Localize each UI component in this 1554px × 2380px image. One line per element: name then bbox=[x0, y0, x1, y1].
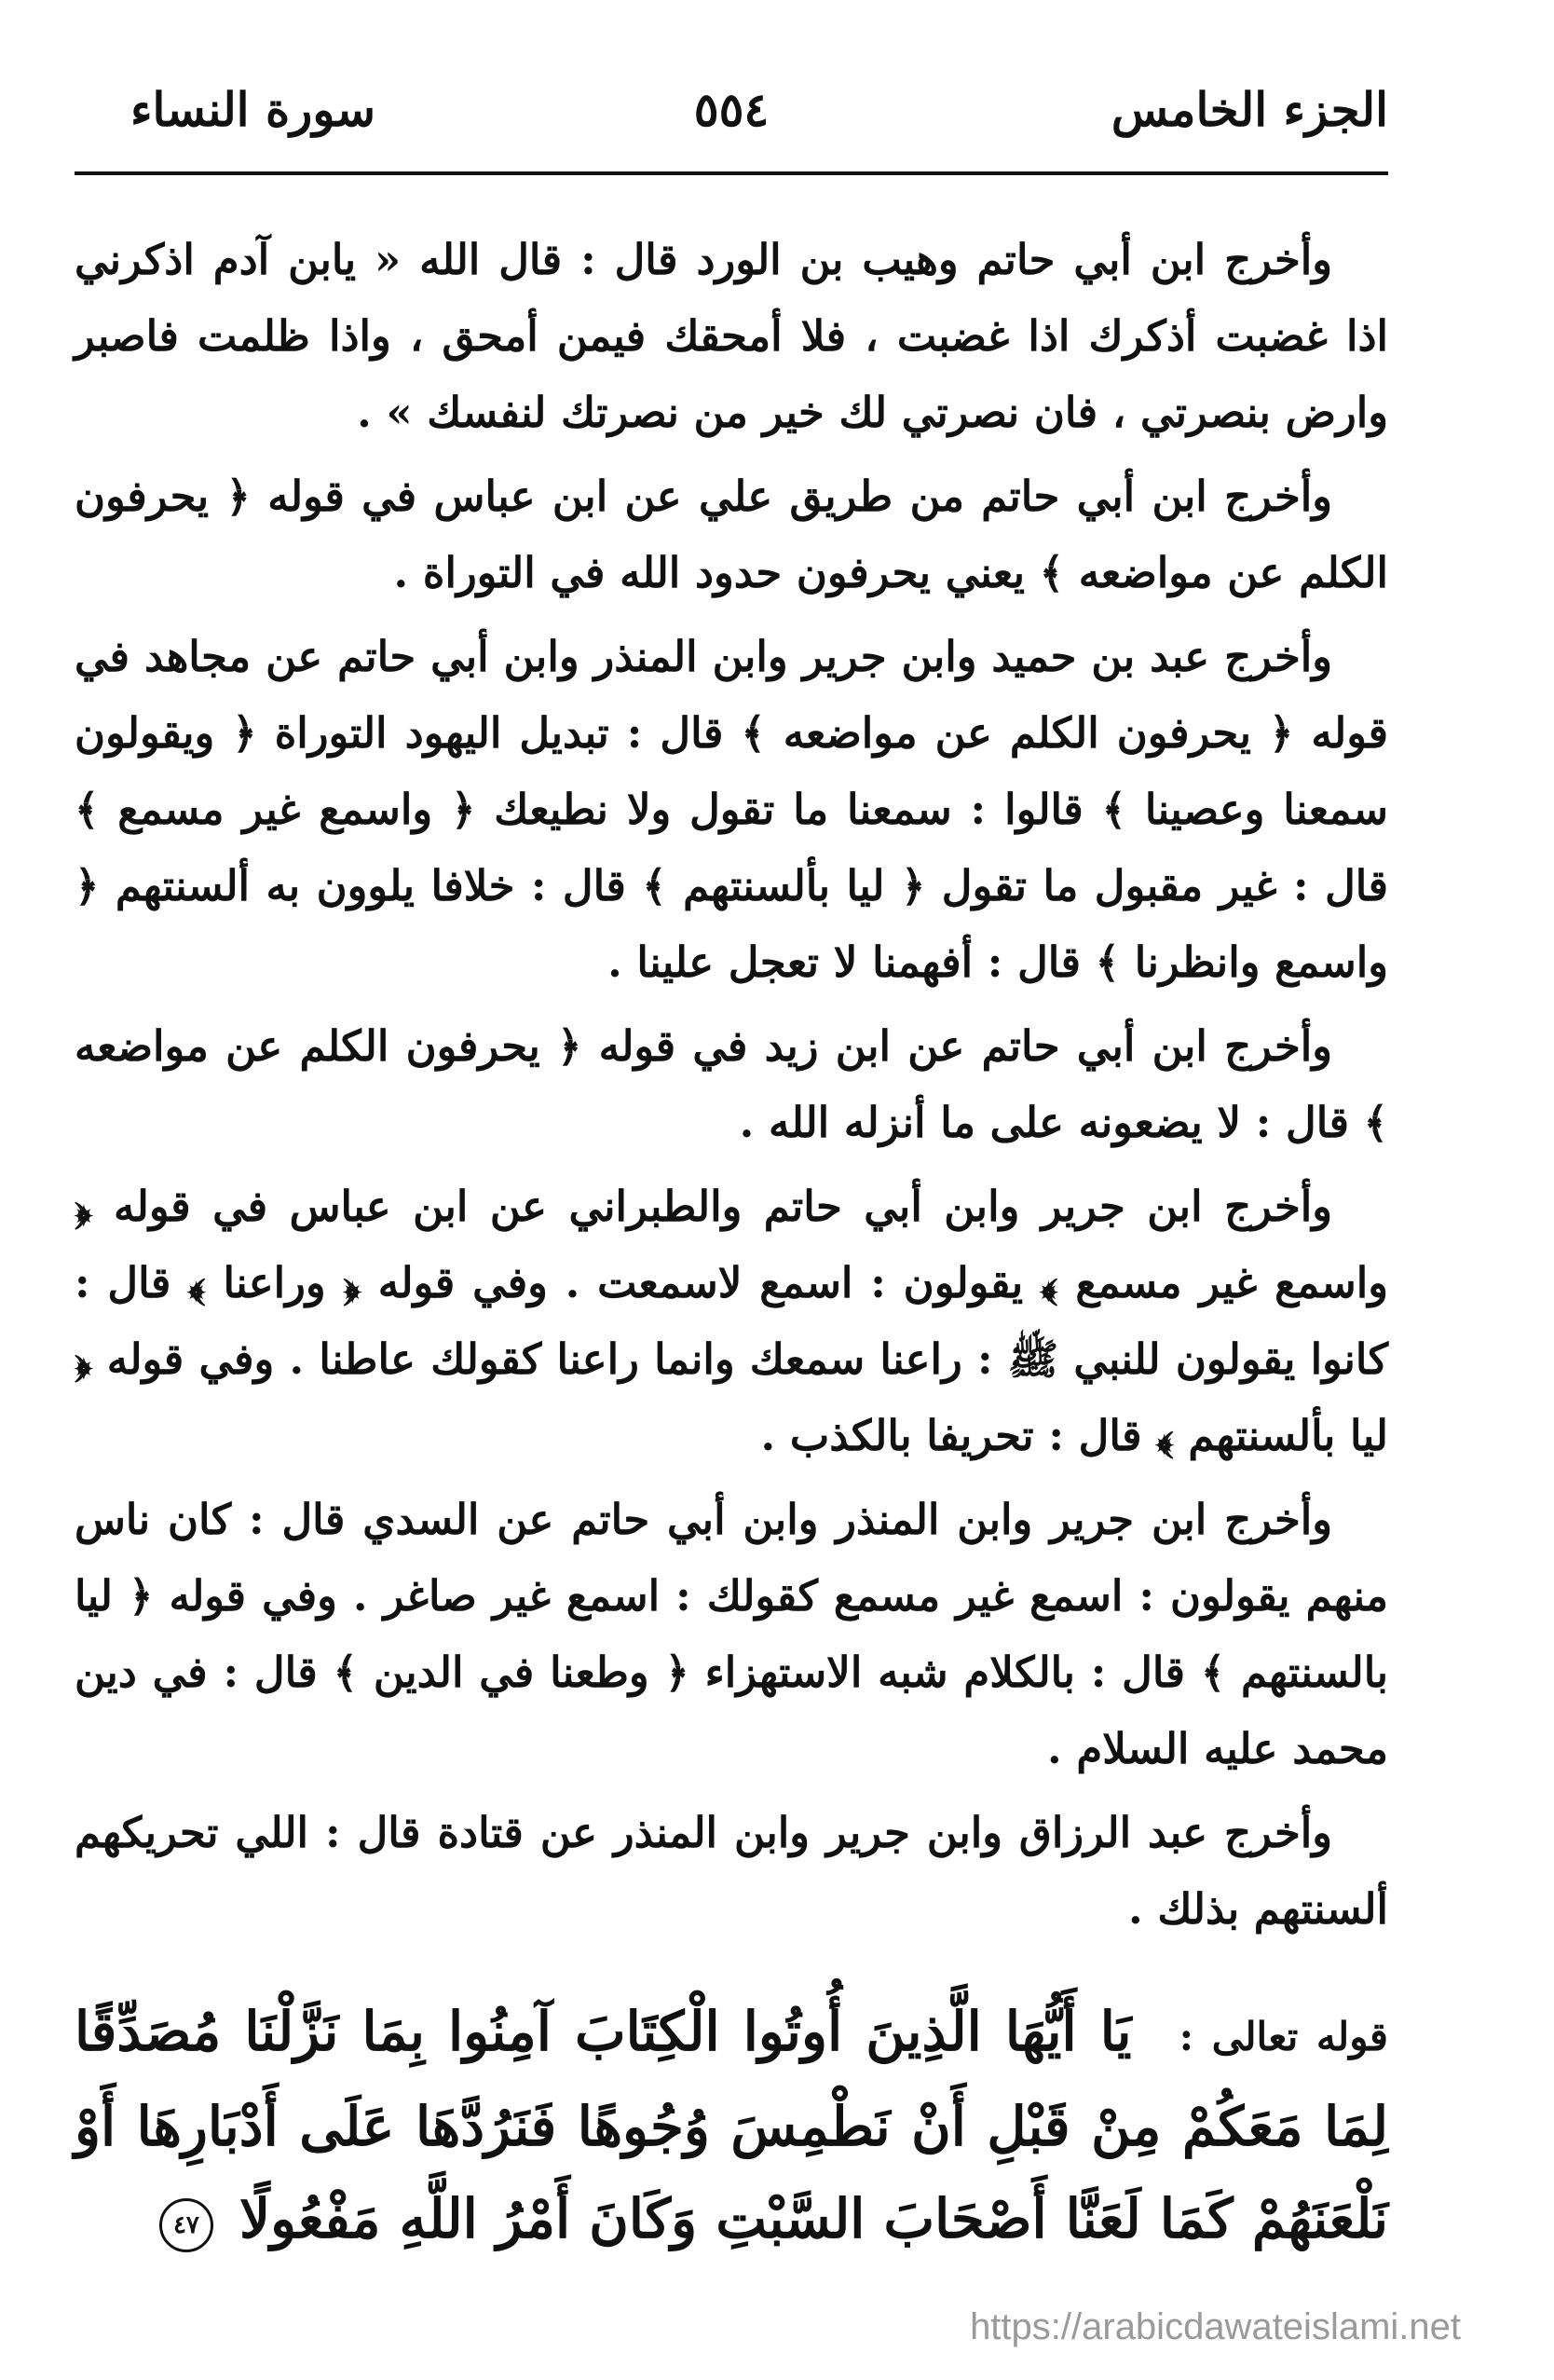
paragraph-1: وأخرج ابن أبي حاتم وهيب بن الورد قال : قال الله « يابن آدم اذكرني اذا غضبت أذكرك اذا غضبت ، فلا أمحقك فيمن أمحق ، واذا ظلمت فاصبر وارض بنصرتي ، فان نصرتي لك خير من نصرتك لنفسك » . bbox=[75, 235, 1388, 437]
page-number: ٥٥٤ bbox=[693, 82, 770, 137]
ayah-number-marker: ٤٧ bbox=[159, 2198, 213, 2252]
part-title: الجزء الخامس bbox=[1111, 82, 1388, 137]
paragraph-7: وأخرج عبد الرزاق وابن جرير وابن المنذر عن قتادة قال : اللي تحريكهم ألسنتهم بذلك . bbox=[75, 1808, 1388, 1934]
verse-text: يَا أَيُّهَا الَّذِينَ أُوتُوا الْكِتَابَ آمِنُوا بِمَا نَزَّلْنَا مُصَدِّقًا لِمَا مَعَكُمْ مِنْ قَبْلِ أَنْ نَطْمِسَ وُجُوهًا فَنَرُدَّهَا عَلَى أَدْبَارِهَا أَوْ نَلْعَنَهُمْ كَمَا لَعَنَّا أَصْحَابَ السَّبْتِ وَكَانَ أَمْرُ اللَّهِ مَفْعُولًا bbox=[75, 2000, 1388, 2250]
quran-verse bbox=[75, 1987, 1388, 2266]
watermark-url: https://arabicdawateislami.net bbox=[970, 2306, 1461, 2347]
commentary-body bbox=[75, 222, 1388, 1955]
paragraph-2: وأخرج ابن أبي حاتم من طريق علي عن ابن عباس في قوله ﴿ يحرفون الكلم عن مواضعه ﴾ يعني يحرفون حدود الله في التوراة . bbox=[75, 472, 1388, 597]
header-divider bbox=[75, 171, 1388, 175]
surah-title: سورة النساء bbox=[130, 82, 376, 137]
paragraph-6: وأخرج ابن جرير وابن المنذر وابن أبي حاتم عن السدي قال : كان ناس منهم يقولون : اسمع غير مسمع كقولك : اسمع غير صاغر . وفي قوله ﴿ ليا بالسنتهم ﴾ قال : بالكلام شبه الاستهزاء ﴿ وطعنا في الدين ﴾ قال : في دين محمد عليه السلام . bbox=[75, 1495, 1388, 1773]
page-header bbox=[75, 82, 1388, 166]
paragraph-5: وأخرج ابن جرير وابن أبي حاتم والطبراني عن ابن عباس في قوله ﴿ واسمع غير مسمع ﴾ يقولون : اسمع لاسمعت . وفي قوله ﴿ وراعنا ﴾ قال : كانوا يقولون للنبي ﷺ : راعنا سمعك وانما راعنا كقولك عاطنا . وفي قوله ﴿ ليا بألسنتهم ﴾ قال : تحريفا بالكذب . bbox=[75, 1182, 1388, 1460]
paragraph-4: وأخرج ابن أبي حاتم عن ابن زيد في قوله ﴿ يحرفون الكلم عن مواضعه ﴾ قال : لا يضعونه على ما أنزله الله . bbox=[75, 1021, 1388, 1147]
paragraph-3: وأخرج عبد بن حميد وابن جرير وابن المنذر وابن أبي حاتم عن مجاهد في قوله ﴿ يحرفون الكلم عن مواضعه ﴾ قال : تبديل اليهود التوراة ﴿ ويقولون سمعنا وعصينا ﴾ قالوا : سمعنا ما تقول ولا نطيعك ﴿ واسمع غير مسمع ﴾ قال : غير مقبول ما تقول ﴿ ليا بألسنتهم ﴾ قال : خلافا يلوون به ألسنتهم ﴿ واسمع وانظرنا ﴾ قال : أفهمنا لا تعجل علينا . bbox=[75, 632, 1388, 987]
verse-intro: قوله تعالى : bbox=[1179, 2014, 1388, 2059]
